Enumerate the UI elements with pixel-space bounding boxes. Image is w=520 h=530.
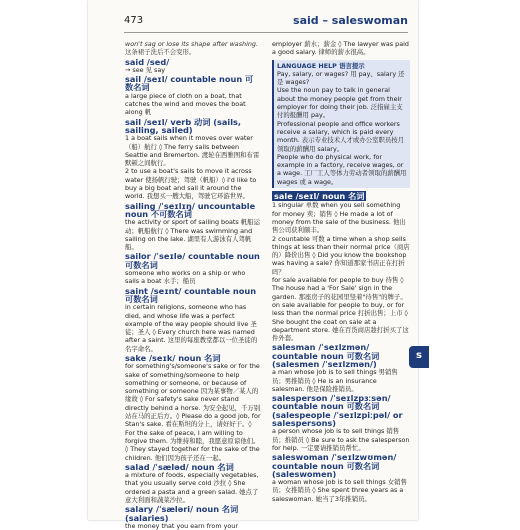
- headword-sail-verb: sail /seɪl/ verb 动词 (sails, sailing, sailed): [125, 116, 241, 135]
- sense-2: 2 countable 可数 a time when a shop sells things at less than their normal price（商店的）降价出售 ◊ Did you know the bookshop was having a sale? 你知道那家书店正在打折吗？: [272, 234, 410, 276]
- definition: a large piece of cloth on a boat, that catches the wind and moves the boat along 帆: [125, 91, 246, 117]
- left-column: [125, 40, 261, 530]
- page-header: [124, 14, 408, 33]
- sense-1: 1 a boat sails when it moves over water（船）航行 ◊ The ferry sails between Seattle and Bremerton. 渡轮在西雅图和布雷默顿之间航行。: [125, 134, 260, 168]
- continuation-text: employer 薪水；薪金 ◊ The lawyer was paid a good salary. 律师的薪水很高。: [272, 40, 409, 57]
- definition: in certain religions, someone who has died, and whose life was a perfect example of the way people should live 圣徒；圣人 ◊ Every church here was named after a saint. 这里的每座教堂都以一位圣徒的名字命名。: [125, 303, 258, 353]
- language-help-salary: Professional people and office workers receive a salary, which is paid every month. 表示专业技术人才或办公室职员按月领取的薪酬用 salary。: [277, 119, 405, 153]
- definition: a woman whose job is to sell things 女销售员；女推销员 ◊ She spent three years as a saleswoman. 她当了3年推销员。: [272, 478, 407, 503]
- running-head: said – saleswoman: [293, 14, 408, 27]
- definition: a man whose job is to sell things 男销售员；男推销员 ◊ He is an insurance salesman. 他是保险推销员。: [272, 368, 398, 393]
- letter-thumb-tab: [409, 346, 429, 368]
- headword-salary: salary /ˈsæləri/ noun 名词 (salaries): [125, 504, 239, 523]
- language-help-box: [272, 60, 410, 188]
- headword-saint: saint /seɪnt/ countable noun 可数名词: [125, 285, 257, 304]
- headword-sale: [272, 192, 410, 201]
- headword-saleswoman: saleswoman /ˈseɪlzwʊmən/ countable noun 可数名词 (saleswomen): [272, 452, 397, 479]
- language-help-question: Pay, salary, or wages? 用 pay、salary 还是 wages?: [277, 69, 405, 87]
- continuation-text: won't sag or lose its shape after washing.: [125, 40, 259, 48]
- headword-sailor: sailor /ˈseɪlə/ countable noun 可数名词: [125, 251, 260, 270]
- headword-sail-noun: sail /seɪl/ countable noun 可数名词: [125, 74, 254, 93]
- phrase-for-sale: for sale available for people to buy 待售 ◊ The house had a 'For Sale' sign in the garden. 那座房子的花园里竖着"待售"的牌子。: [272, 276, 407, 301]
- continuation-translation: 这条裙子洗后不会变形。: [125, 48, 196, 57]
- sale-label: sale /seɪl/ noun 名词: [274, 191, 365, 202]
- definition: for something's/someone's sake or for the sake of something/someone to help something or someone, or because of something or someone 因为某事物／某人的缘故 ◊ For safety's sake never stand directly behind a horse. 为安全起见，千万别站在马的正后方。◊ Please do a good job, for Stan's sake. 看在斯坦的分上，请好好干。◊ For the sake of peace, I am willing to forgive them. 为维持和睦，我愿意原谅他们。◊ They stayed together for the sake of the children. 他们因为孩子还在一起。: [125, 362, 261, 462]
- language-help-wages: People who do physical work, for example in a factory, receive wages, or a wage. 工厂工人等体力劳动者领取的薪酬用 wages 或 a wage。: [277, 152, 407, 186]
- cross-reference: → see 见 say: [125, 65, 166, 74]
- right-column: [272, 40, 410, 503]
- thumb-tab-letter: s: [416, 350, 422, 361]
- definition: the money that you earn from your: [125, 521, 238, 530]
- page-number: 473: [124, 15, 144, 26]
- headword-salesperson: salesperson /ˈseɪlzpɜːsən/ countable noun 可数名词 (salespeople /ˈseɪlzpiːpəl/ or salespersons): [272, 393, 403, 429]
- phrase-on-sale: on sale available for people to buy, or for less than the normal price 打折出售；上市 ◊ She bought the coat on sale at a department store. 她在百货商店趁打折买了这件外套。: [272, 300, 409, 343]
- headword-sake: sake /seɪk/ noun 名词: [125, 352, 221, 363]
- definition: a mixture of foods, especially vegetables, that you usually serve cold 沙拉 ◊ She ordered a pasta and a green salad. 她点了意大利面和蔬菜沙拉。: [125, 471, 259, 505]
- headword-sailing: sailing /ˈseɪlɪŋ/ uncountable noun 不可数名词: [125, 200, 256, 219]
- language-help-title: LANGUAGE HELP 语言提示: [277, 61, 365, 70]
- headword-salad: salad /ˈsæləd/ noun 名词: [125, 461, 234, 472]
- sense-1: 1 singular 单数 when you sell something for money 卖；销售 ◊ He made a lot of money from the sale of the business. 他出售公司获利颇丰。: [272, 201, 406, 235]
- definition: the activity or sport of sailing boats 帆船运动；帆船航行 ◊ There was swimming and sailing on the lake. 湖里有人游泳有人驾帆船。: [125, 218, 260, 252]
- headword-salesman: salesman /ˈseɪlzmən/ countable noun 可数名词 (salesmen /ˈseɪlzmən/): [272, 342, 380, 369]
- dictionary-page: [88, 0, 418, 530]
- definition: a person whose job is to sell things 销售员；推销员 ◊ Be sure to ask the salesperson for help. 一定要请推销员帮忙。: [272, 427, 410, 452]
- headword-said: said /sed/: [125, 56, 170, 67]
- sense-2: 2 to use a boat's sails to move it across water 使扬帆行驶；驾驶（帆船）◊ I'd like to buy a big boat and sail it around the world. 我想买一艘大船，驾驶它环游世界。: [125, 167, 257, 201]
- definition: someone who works on a ship or who sails a boat 水手；船员: [125, 269, 246, 286]
- language-help-pay: Use the noun pay to talk in general about the money people get from their employer for doing their job. 泛指雇主支付的报酬用 pay。: [277, 86, 403, 120]
